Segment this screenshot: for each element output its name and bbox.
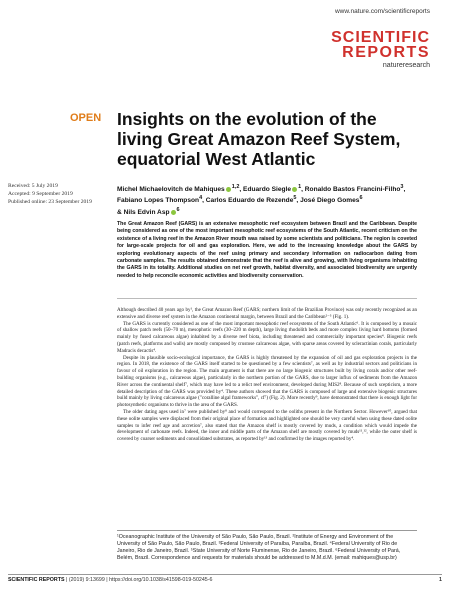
footer-citation[interactable]: | (2019) 9:13699 | https://doi.org/10.1038/s41598-019-50245-6 (66, 577, 213, 583)
author-name[interactable]: Michel Michaelovitch de Mahiques (117, 186, 225, 194)
journal-logo (331, 30, 430, 69)
body-paragraph: Despite its plausible socio-ecological importance, the GARS is highly threatened by the expansion of oil and gas exploration projects in the region. In 2018, the existence of the GARS itself started to be questioned by a few scientists⁷, as well as by industrial sectors and politicians in favour of oil exploration in the region. The main argument is that there are no large biogenic structures built by living corals and/or other reef-building organisms (e.g., calcareous algae), particularly in the northern portion of the GARS, due to larger influx of sediments from the Amazon River across the continental shelf⁷, which may have led to a relict reef environment, developed during MIS2⁸. Because of such scepticism, a more detailed description of the GARS was provided by⁴. These authors showed that the GARS is composed of large and extensive biogenic structures build mainly by living calcareous algae ("coralline algal frameworks", cf⁷) (Fig. 2). More recently⁹, have demonstrated that there is enough light for photosynthetic organisms to thrive in the area of the GARS. (117, 354, 417, 409)
article-body (117, 307, 417, 443)
body-paragraph: Although described 40 years ago by¹, the Great Amazon Reef (GARS; northern limit of the Brazilian Province) was only recently recognized as an extensive and diverse reef system in the Amazon continental margin, between Brazil and the Caribbean²⁻⁵ (Fig. 1). (117, 307, 417, 320)
author-name[interactable]: , Fabiano Lopes Thompson (117, 186, 406, 205)
author-affiliation-ref: 5 (293, 195, 297, 202)
article-title: Insights on the evolution of the living Great Amazon Reef System, equatorial West Atlantic (117, 109, 401, 169)
open-access-label: OPEN (70, 112, 102, 124)
author-affiliation-ref: 3 (400, 184, 404, 190)
author-name[interactable]: , Carlos Eduardo de Rezende (202, 197, 294, 205)
author-list (117, 183, 417, 217)
author-affiliation-ref: 6 (176, 206, 180, 213)
author-name[interactable]: & Nils Edvin Asp (117, 208, 170, 216)
author-affiliation-ref: 1 (298, 184, 302, 190)
received-date: Received: 5 July 2019 (8, 183, 58, 189)
body-paragraph: The GARS is currently considered as one of the most important mesophotic reef ecosystems of the South Atlantic⁶. It is composed by a mosaic of shallow patch reefs (50–70 m), mesophotic reefs (30–220 m depth), large living rhodolith beds and more complex living hard bottoms (formed mainly by fused calcareous algae) inhabited by a diverse reef biota, including threatened and commercially important species⁴. Biogenic reefs (patch reefs, platforms and walls) are mostly composed by crustose calcareous algae, with sparse areas covered by scleractinian corals, particularly Madracis decactis⁴. (117, 320, 417, 354)
journal-name-line1: SCIENTIFIC (331, 29, 430, 46)
accepted-date: Accepted: 9 September 2019 (8, 190, 73, 197)
affiliations-footnote: ¹Oceanographic Institute of the University of São Paulo, São Paulo, Brazil. ²Institute of Energy and Environment of the University of São Paulo, São Paulo, Brazil. ³Federal University of Paraíba, Paraíba, Brazil. ⁴Federal University of Rio de Janeiro, Rio de Janeiro, Brazil. ⁵State University of Norte Fluminense, Rio de Janeiro, Brazil. ⁶Federal University of Pará, Belém, Brazil. Correspondence and requests for materials should be addressed to M.M.d.M. (email: mahiques@usp.br) (117, 534, 401, 562)
section-divider (117, 298, 417, 299)
footnote-divider (117, 530, 417, 531)
journal-url[interactable]: www.nature.com/scientificreports (334, 8, 430, 15)
published-date: Published online: 23 September 2019 (8, 198, 92, 205)
author-name[interactable]: , José Diego Gomes (296, 197, 360, 205)
footer-journal-name: SCIENTIFIC REPORTS (8, 577, 65, 583)
orcid-icon[interactable] (292, 187, 297, 192)
article-dates (8, 183, 113, 206)
abstract: The Great Amazon Reef (GARS) is an extensive mesophotic reef ecosystem between Brazil and the Caribbean. Despite being considered as one of the most important mesophotic reef ecosystems of the South Atlantic, recent criticism on the existence of a living reef in the Amazon River mouth was raised by some scientists and politicians. The region is coveted for large-scale projects for oil and gas exploration. Here, we add to the increasing knowledge about the GARS by exploring evolutionary aspects of the reef using primary and secondary information on radiocarbon dating from carbonate samples. The results obtained demonstrate that the reef is alive and growing, with living organisms inhabiting the GARS in its totality. Additional studies on net reef growth, habitat diversity, and associated biodiversity are urgently needed to help reconcile economic activities and biodiversity conservation. (117, 221, 417, 279)
journal-name-line2: REPORTS (342, 44, 430, 61)
orcid-icon[interactable] (226, 187, 231, 192)
author-affiliation-ref: 1,2 (231, 184, 240, 190)
author-affiliation-ref: 4 (199, 195, 203, 202)
publisher-name: natureresearch (382, 62, 430, 69)
body-paragraph: The older dating ages used in⁷ were published by⁸ and would correspond to the ooliths present in the Northern Sector. However¹⁰, argued that these oolite samples were displaced from their original place of formation and highlighted one should be very careful when using these dated oolite samples to infer reef age and accretion⁷, also stated that the Amazon shelf is mostly covered by muds, a condition which would impede the development of carbonate reefs. Indeed, the inner and middle parts of the Amazon shelf are mostly covered by muds¹¹,¹², while the outer shelf is covered by coarser sediments and consolidated substrates, as reported by¹³ and confirmed by the images reported by⁴. (117, 408, 417, 443)
author-name[interactable]: , Ronaldo Bastos Francini-Filho (301, 186, 401, 194)
author-affiliation-ref: 6 (359, 195, 363, 202)
author-name[interactable]: , Eduardo Siegle (239, 186, 292, 194)
page-number: 1 (439, 577, 442, 583)
orcid-icon[interactable] (171, 210, 176, 215)
page-footer (8, 574, 442, 583)
